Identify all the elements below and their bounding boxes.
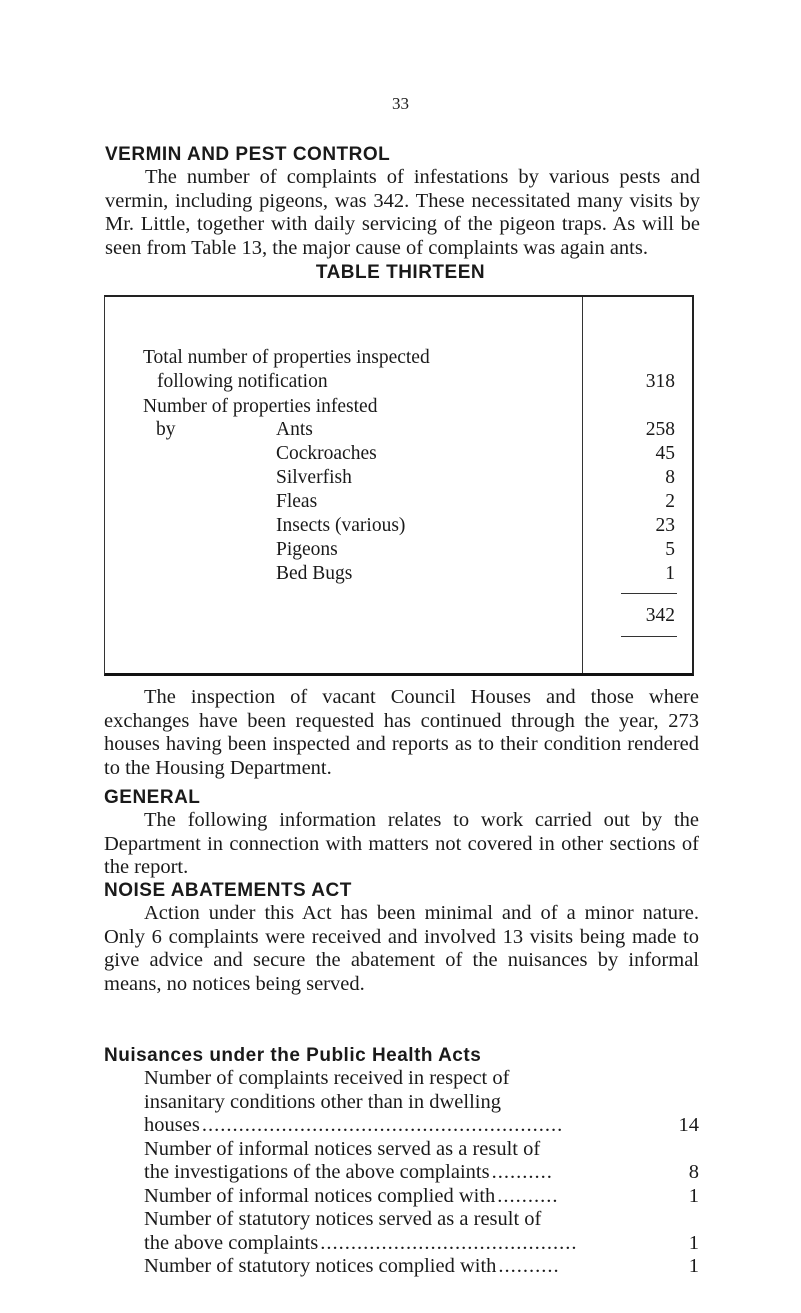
- pest-value: 45: [655, 443, 675, 464]
- table-row-total: [105, 605, 692, 629]
- total-value: 342: [645, 605, 675, 626]
- inspected-value: 318: [645, 371, 675, 392]
- pest-label: Pigeons: [276, 539, 338, 560]
- table-row-2: [105, 467, 692, 491]
- table-row-inspected-1: [105, 347, 692, 371]
- nuisances-heading: Nuisances under the Public Health Acts: [104, 1045, 482, 1066]
- item-line: insanitary conditions other than in dwelling: [144, 1090, 501, 1113]
- table-row-inspected-2: [105, 371, 692, 395]
- nuisances-section: [104, 1045, 699, 1279]
- pest-label: Fleas: [276, 491, 318, 512]
- general-section: [104, 787, 699, 880]
- item-line: Number of informal notices served as a result of: [144, 1137, 541, 1160]
- inspected-label-line1: Total number of properties inspected: [143, 347, 430, 368]
- pest-label: Silverfish: [276, 467, 352, 488]
- by-label: by: [156, 419, 176, 440]
- item-text: the above complaints: [144, 1231, 319, 1254]
- pest-label: Insects (various): [276, 515, 406, 536]
- item-value: 8: [688, 1161, 699, 1183]
- table-thirteen: [104, 295, 694, 676]
- pest-value: 1: [665, 563, 675, 584]
- list-item: [144, 1255, 699, 1279]
- table-row-1: [105, 443, 692, 467]
- inspection-section: [104, 686, 699, 780]
- table-row-infested: [105, 396, 692, 420]
- pest-label: Ants: [276, 419, 313, 440]
- page-number: 33: [392, 94, 409, 113]
- table-title: TABLE THIRTEEN: [315, 262, 486, 283]
- pest-label: Cockroaches: [276, 443, 377, 464]
- dot-leader: ..........................................: [320, 1231, 578, 1254]
- dot-leader: ..........: [498, 1255, 560, 1277]
- table-row-5: [105, 539, 692, 563]
- total-rule-top: [621, 593, 677, 594]
- item-text: Number of statutory notices complied with: [144, 1255, 497, 1277]
- item-value: 14: [678, 1114, 699, 1136]
- inspection-paragraph: The inspection of vacant Council Houses and those where exchanges have been requested has continued through the year, 273 houses having been inspected and reports as to their condition rendered to the Housing Department.: [104, 686, 699, 779]
- table-row-6: [105, 563, 692, 587]
- table-row-0: [105, 419, 692, 443]
- dot-leader: ...........................................................: [201, 1114, 564, 1136]
- vermin-paragraph: The number of complaints of infestations by various pests and vermin, including pigeons, was 342. These necessitated many visits by Mr. Little, together with daily servicing of the pigeon traps. As will be seen from Table 13, the major cause of complaints was again ants.: [105, 166, 700, 259]
- item-value: 1: [688, 1231, 699, 1254]
- general-paragraph: The following information relates to work carried out by the Department in connection with matters not covered in other sections of the report.: [104, 809, 699, 878]
- item-text: Number of informal notices complied with: [144, 1184, 496, 1207]
- noise-heading: NOISE ABATEMENTS ACT: [104, 880, 352, 901]
- item-value: 1: [688, 1184, 699, 1207]
- nuisances-list: [104, 1067, 699, 1279]
- dot-leader: ..........: [497, 1184, 559, 1207]
- table-row-4: [105, 515, 692, 539]
- general-heading: GENERAL: [104, 787, 201, 808]
- pest-value: 23: [655, 515, 675, 536]
- pest-value: 5: [665, 539, 675, 560]
- list-item: [144, 1067, 699, 1138]
- infested-label: Number of properties infested: [143, 396, 378, 417]
- dot-leader: ..........: [491, 1161, 553, 1183]
- pest-value: 2: [665, 491, 675, 512]
- inspected-label-line2: following notification: [157, 371, 328, 392]
- total-rule-bottom: [621, 636, 677, 637]
- list-item: [144, 1138, 699, 1185]
- vermin-section: [105, 144, 700, 260]
- vermin-heading: VERMIN AND PEST CONTROL: [105, 144, 391, 165]
- item-line: Number of complaints received in respect of: [144, 1067, 510, 1089]
- pest-value: 258: [645, 419, 675, 440]
- noise-section: [104, 880, 699, 996]
- list-item: [144, 1185, 699, 1209]
- table-row-3: [105, 491, 692, 515]
- noise-paragraph: Action under this Act has been minimal and of a minor nature. Only 6 complaints were received and involved 13 visits being made to give advice and secure the abatement of the nuisances by informal means, no notices being served.: [104, 902, 699, 995]
- item-line: Number of statutory notices served as a result of: [144, 1208, 542, 1230]
- item-value: 1: [688, 1255, 699, 1277]
- pest-value: 8: [665, 467, 675, 488]
- item-text: houses: [144, 1114, 200, 1136]
- list-item: [144, 1208, 699, 1255]
- pest-label: Bed Bugs: [276, 563, 353, 584]
- item-text: the investigations of the above complaints: [144, 1161, 490, 1183]
